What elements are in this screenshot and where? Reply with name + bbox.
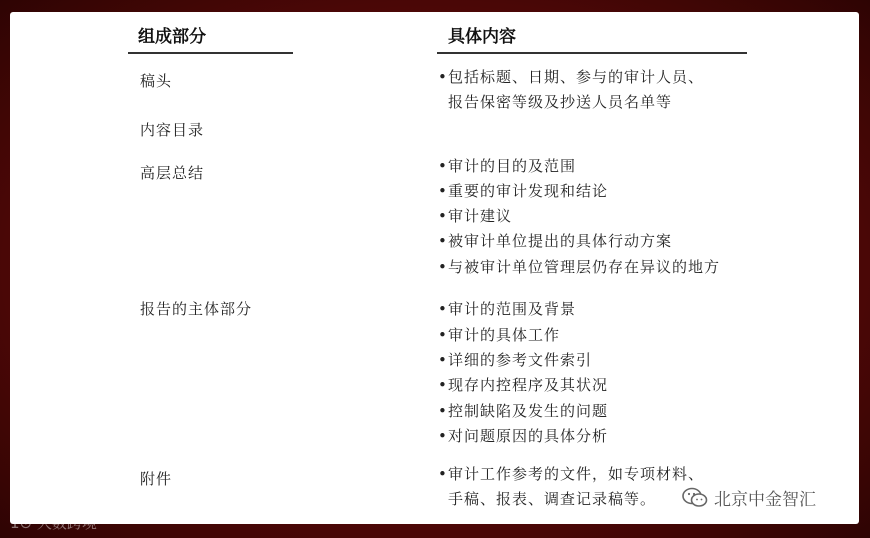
bullet: • xyxy=(438,68,448,86)
watermark-left: 1⊙ 大数跨境 xyxy=(10,514,97,532)
list-item: •审计的具体工作 xyxy=(438,326,561,344)
bullet: • xyxy=(438,207,448,225)
section-label-toc: 内容目录 xyxy=(140,121,205,139)
list-item: •审计的目的及范围 xyxy=(438,157,577,175)
header-details: 具体内容 xyxy=(448,27,516,47)
section-label-appendix: 附件 xyxy=(140,470,173,488)
bullet: • xyxy=(438,427,448,445)
list-item: •被审计单位提出的具体行动方案 xyxy=(438,232,673,250)
bullet: • xyxy=(438,258,448,276)
bullet: • xyxy=(438,182,448,200)
watermark-right xyxy=(682,485,816,510)
bullet: • xyxy=(438,300,448,318)
wechat-icon xyxy=(682,487,708,509)
bullet: • xyxy=(438,402,448,420)
bullet: • xyxy=(438,351,448,369)
bullet: • xyxy=(438,232,448,250)
header-rule-left xyxy=(128,52,293,54)
section-label-body: 报告的主体部分 xyxy=(140,300,253,318)
section-label-summary: 高层总结 xyxy=(140,164,205,182)
list-item-continuation: 手稿、报表、调查记录稿等。 xyxy=(448,490,657,508)
header-rule-right xyxy=(437,52,747,54)
list-item: •审计工作参考的文件，如专项材料、 xyxy=(438,465,705,483)
list-item: •包括标题、日期、参与的审计人员、 xyxy=(438,68,705,86)
list-item: •控制缺陷及发生的问题 xyxy=(438,402,609,420)
section-label-header: 稿头 xyxy=(140,72,173,90)
header-components: 组成部分 xyxy=(138,27,206,47)
list-item: •重要的审计发现和结论 xyxy=(438,182,609,200)
watermark-right-text: 北京中金智汇 xyxy=(714,490,816,510)
bullet: • xyxy=(438,157,448,175)
bullet: • xyxy=(438,376,448,394)
list-item: •审计的范围及背景 xyxy=(438,300,577,318)
list-item-continuation: 报告保密等级及抄送人员名单等 xyxy=(448,93,673,111)
list-item: •审计建议 xyxy=(438,207,513,225)
bullet: • xyxy=(438,465,448,483)
list-item: •现存内控程序及其状况 xyxy=(438,376,609,394)
bullet: • xyxy=(438,326,448,344)
list-item: •详细的参考文件索引 xyxy=(438,351,593,369)
content-panel xyxy=(10,12,859,524)
list-item: •对问题原因的具体分析 xyxy=(438,427,609,445)
list-item: •与被审计单位管理层仍存在异议的地方 xyxy=(438,258,721,276)
